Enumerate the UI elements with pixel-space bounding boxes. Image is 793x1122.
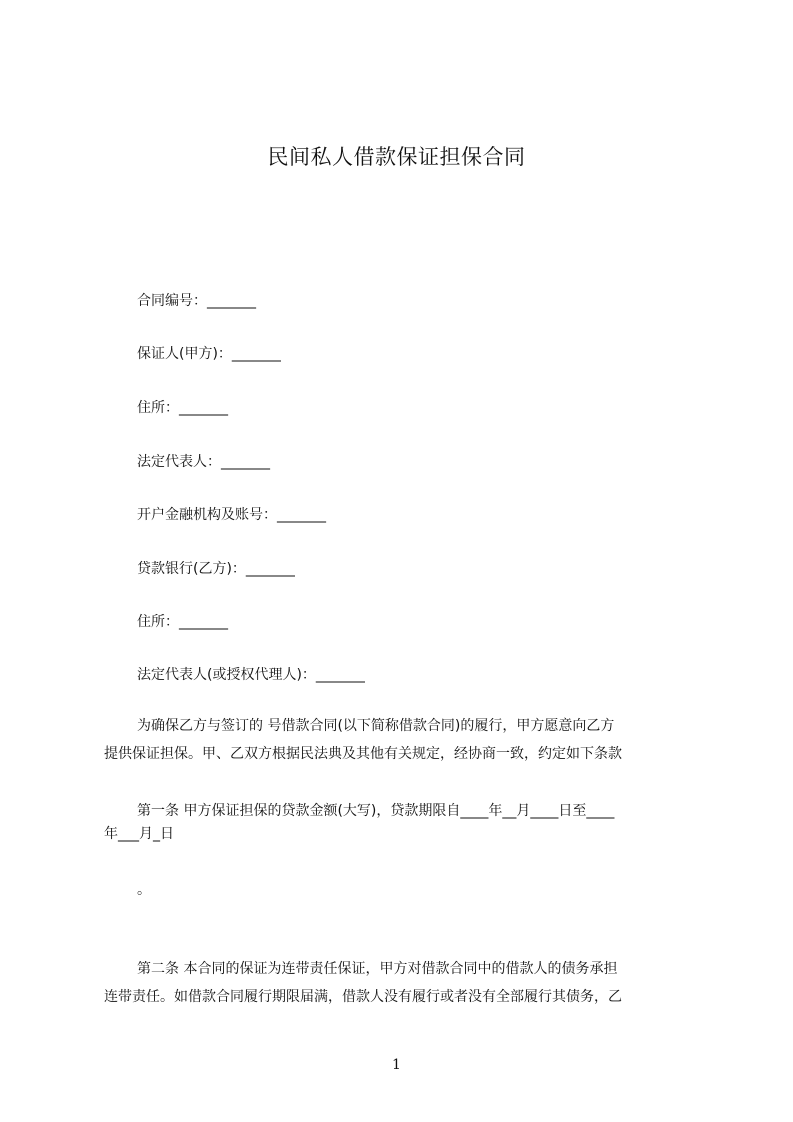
lending-bank-field: 贷款银行(乙方)：_______ (137, 561, 295, 577)
preamble-line-2: 提供保证担保。甲、乙双方根据民法典及其他有关规定，经协商一致，约定如下条款 (104, 746, 622, 762)
article-1-line-1: 第一条 甲方保证担保的贷款金额(大写)，贷款期限自____年__月____日至____ (137, 803, 615, 819)
contract-number-field: 合同编号：_______ (137, 293, 256, 309)
preamble-line-1: 为确保乙方与签订的 号借款合同(以下简称借款合同)的履行，甲方愿意向乙方 (137, 718, 615, 734)
page-number: 1 (392, 1057, 401, 1073)
guarantor-legal-rep-field: 法定代表人：_______ (137, 454, 270, 470)
guarantor-field: 保证人(甲方)：_______ (137, 346, 281, 362)
article-1-line-2: 年___月_日 (104, 826, 174, 842)
article-2-line-1: 第二条 本合同的保证为连带责任保证，甲方对借款合同中的借款人的债务承担 (137, 961, 618, 977)
bank-account-field: 开户金融机构及账号：_______ (137, 507, 326, 523)
guarantor-address-field: 住所：_______ (137, 400, 228, 416)
document-title: 民间私人借款保证担保合同 (267, 145, 526, 169)
bank-legal-rep-field: 法定代表人(或授权代理人)：_______ (137, 667, 365, 683)
bank-address-field: 住所：_______ (137, 614, 228, 630)
article-2-line-2: 连带责任。如借款合同履行期限届满，借款人没有履行或者没有全部履行其债务，乙 (104, 989, 622, 1005)
article-1-line-3: 。 (137, 882, 151, 898)
